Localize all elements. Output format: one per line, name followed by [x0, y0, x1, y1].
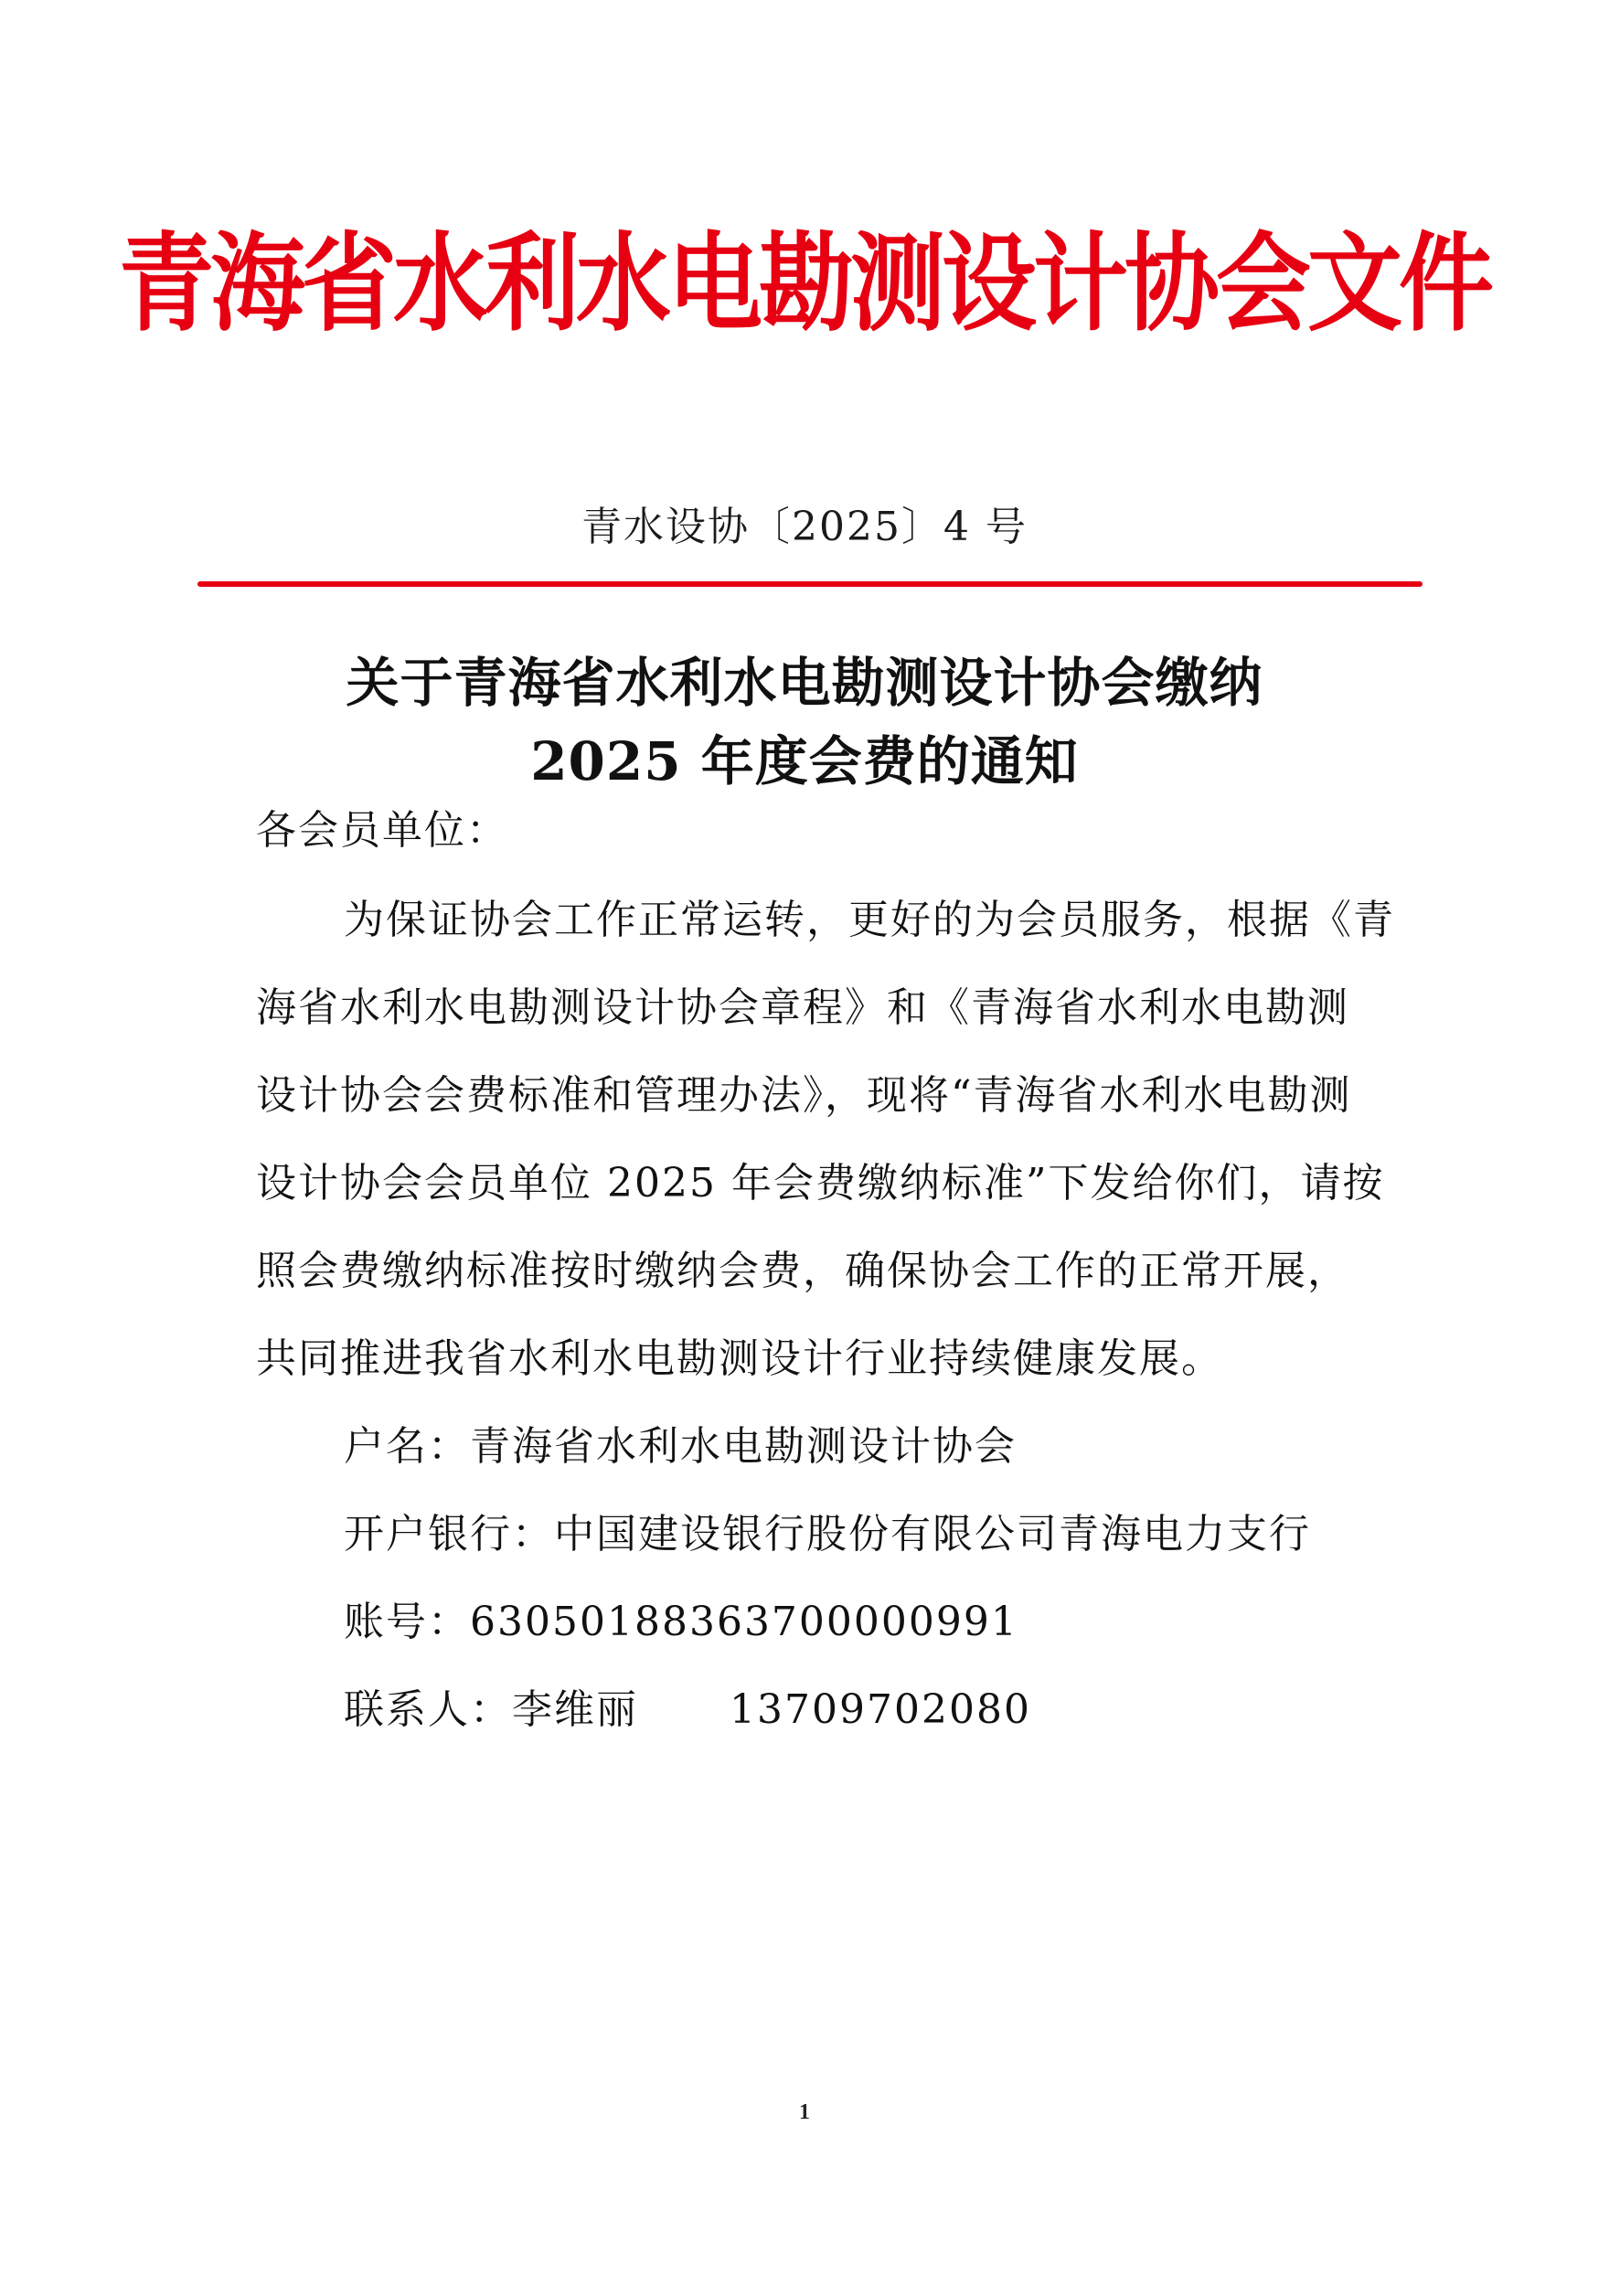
contact-name: 李维丽: [512, 1686, 638, 1733]
body-paragraph-line: 设计协会会费标准和管理办法》，现将“青海省水利水电勘测: [256, 1072, 1352, 1119]
page-number: 1: [799, 2100, 810, 2124]
document-number: 青水设协〔2025〕4 号: [581, 504, 1028, 550]
notice-title-line-1: 关于青海省水利水电勘测设计协会缴纳: [346, 652, 1263, 714]
bank-value: 中国建设银行股份有限公司青海电力支行: [554, 1511, 1311, 1557]
account-number-label: 账号：: [344, 1599, 470, 1645]
body-paragraph-line: 照会费缴纳标准按时缴纳会费，确保协会工作的正常开展，: [256, 1248, 1349, 1294]
account-name-value: 青海省水利水电勘测设计协会: [470, 1423, 1017, 1470]
body-paragraph-line: 共同推进我省水利水电勘测设计行业持续健康发展。: [256, 1335, 1223, 1382]
bank-label: 开户银行：: [344, 1511, 554, 1557]
body-paragraph-line: 为保证协会工作正常运转，更好的为会员服务，根据《青: [344, 897, 1395, 943]
body-paragraph-line: 设计协会会员单位 2025 年会费缴纳标准”下发给你们，请按: [256, 1160, 1385, 1206]
contact-line: [344, 1676, 1031, 1735]
salutation: 各会员单位：: [256, 807, 508, 854]
contact-phone: 13709702080: [730, 1686, 1031, 1733]
contact-label: 联系人：: [344, 1686, 512, 1733]
red-divider-rule: [197, 581, 1423, 587]
notice-title-line-2: 2025 年度会费的通知: [530, 730, 1079, 792]
body-paragraph-line: 海省水利水电勘测设计协会章程》和《青海省水利水电勘测: [256, 984, 1349, 1031]
bank-line: [344, 1501, 1311, 1559]
account-name-label: 户名：: [344, 1423, 470, 1470]
account-name-line: [344, 1413, 1017, 1472]
account-number-value: 63050188363700000991: [470, 1599, 1018, 1645]
red-letterhead-title: 青海省水利水电勘测设计协会文件: [118, 220, 1490, 346]
account-number-line: [344, 1589, 1018, 1647]
